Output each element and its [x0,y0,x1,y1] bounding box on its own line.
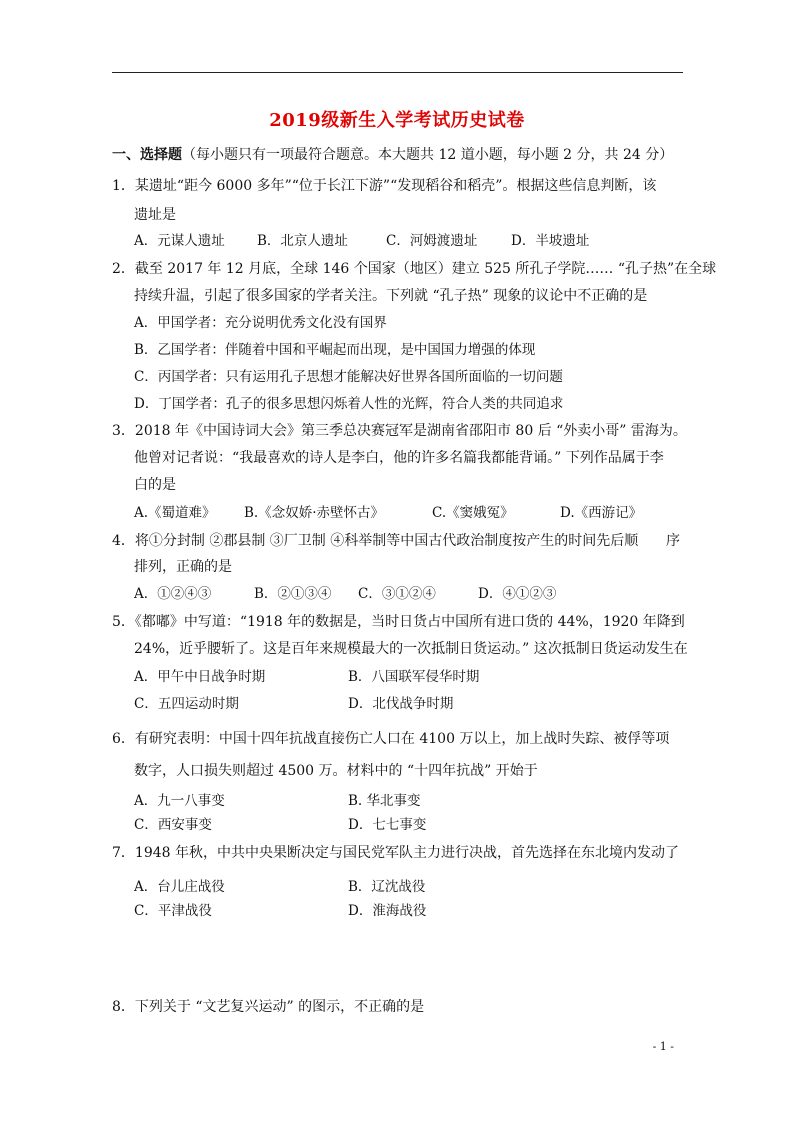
q1-option-c: C．河姆渡遗址 [386,233,478,249]
q5-option-c: C．五四运动时期 [134,696,239,712]
q1-stem-line1: 1．某遗址“距今 6000 多年”“位于长江下游”“发现稻谷和稻壳”。根据这些信息判断，该 [112,178,657,194]
q2-option-c: C．丙国学者：只有运用孔子思想才能解决好世界各国所面临的一切问题 [134,369,563,385]
q3-stem-line1: 3．2018 年《中国诗词大会》第三季总决赛冠军是湖南省邵阳市 80 后 “外卖小哥” 雷海为。 [112,423,687,439]
page-title: 2019级新生入学考试历史试卷 [269,110,525,131]
q4-stem-line2: 排列，正确的是 [134,559,232,575]
q6-option-d: D．七七事变 [348,817,427,833]
q6-option-b: B. 华北事变 [348,793,421,809]
q5-option-d: D．北伐战争时期 [348,696,454,712]
q1-option-d: D．半坡遗址 [511,233,590,249]
section-label: 一、选择题 [112,147,182,163]
q6-option-a: A．九一八事变 [134,793,225,809]
q4-stem-line1: 4．将①分封制 ②郡县制 ③厂卫制 ④科举制等中国古代政治制度按产生的时间先后顺 [112,533,639,549]
q3-stem-line3: 白的是 [134,477,176,493]
q4-option-a: A．①②④③ [134,586,212,602]
q5-option-a: A．甲午中日战争时期 [134,669,266,685]
q2-option-d: D．丁国学者：孔子的很多思想闪烁着人性的光辉，符合人类的共同追求 [134,396,564,412]
q3-option-d: D.《西游记》 [560,505,643,521]
q3-option-a: A.《蜀道难》 [134,505,216,521]
q1-option-b: B．北京人遗址 [257,233,348,249]
page-number: - 1 - [652,1040,674,1053]
q4-stem-line1-tail: 序 [666,533,680,549]
q3-stem-line2: 他曾对记者说：“我最喜欢的诗人是李白，他的许多名篇我都能背诵。” 下列作品属于李 [134,450,664,466]
q7-option-b: B．辽沈战役 [348,879,426,895]
q4-option-b: B．②①③④ [254,586,332,602]
q7-option-d: D．淮海战役 [348,903,427,919]
q5-stem-line2: 24%，近乎腰斩了。这是百年来规模最大的一次抵制日货运动。” 这次抵制日货运动发生在 [134,641,688,657]
q2-stem-line1: 2．截至 2017 年 12 月底，全球 146 个国家（地区）建立 525 所孔子学院…… “孔子热”在全球 [112,261,717,277]
section-heading [112,146,673,164]
q8-stem-line1: 8．下列关于 “文艺复兴运动” 的图示，不正确的是 [112,999,425,1015]
q2-option-b: B．乙国学者：伴随着中国和平崛起而出现，是中国国力增强的体现 [134,342,536,358]
section-note: （每小题只有一项最符合题意。本大题共 12 道小题，每小题 2 分，共 24 分） [182,147,674,163]
q2-option-a: A．甲国学者：充分说明优秀文化没有国界 [134,315,387,331]
q4-option-c: C．③①②④ [358,586,436,602]
q6-stem-line1: 6．有研究表明：中国十四年抗战直接伤亡人口在 4100 万以上，加上战时失踪、被俘等项 [112,731,670,747]
q7-option-a: A．台儿庄战役 [134,879,225,895]
q1-stem-line2: 遗址是 [134,207,176,223]
q6-option-c: C．西安事变 [134,817,212,833]
q7-option-c: C．平津战役 [134,903,212,919]
q4-option-d: D．④①②③ [478,586,557,602]
q2-stem-line2: 持续升温，引起了很多国家的学者关注。下列就 “孔子热” 现象的议论中不正确的是 [134,288,648,304]
q3-option-b: B.《念奴娇·赤壁怀古》 [244,505,385,521]
q7-stem-line1: 7．1948 年秋，中共中央果断决定与国民党军队主力进行决战，首先选择在东北境内发动了 [112,845,679,861]
q1-option-a: A．元谋人遗址 [134,233,225,249]
q3-option-c: C.《窦娥冤》 [432,505,514,521]
q5-option-b: B．八国联军侵华时期 [348,669,480,685]
q5-stem-line1: 5．《都嘟》中写道：“1918 年的数据是，当时日货占中国所有进口货的 44%，1920 年降到 [112,614,685,630]
header-rule [112,72,683,73]
q6-stem-line2: 数字，人口损失则超过 4500 万。材料中的 “十四年抗战” 开始于 [134,763,538,779]
